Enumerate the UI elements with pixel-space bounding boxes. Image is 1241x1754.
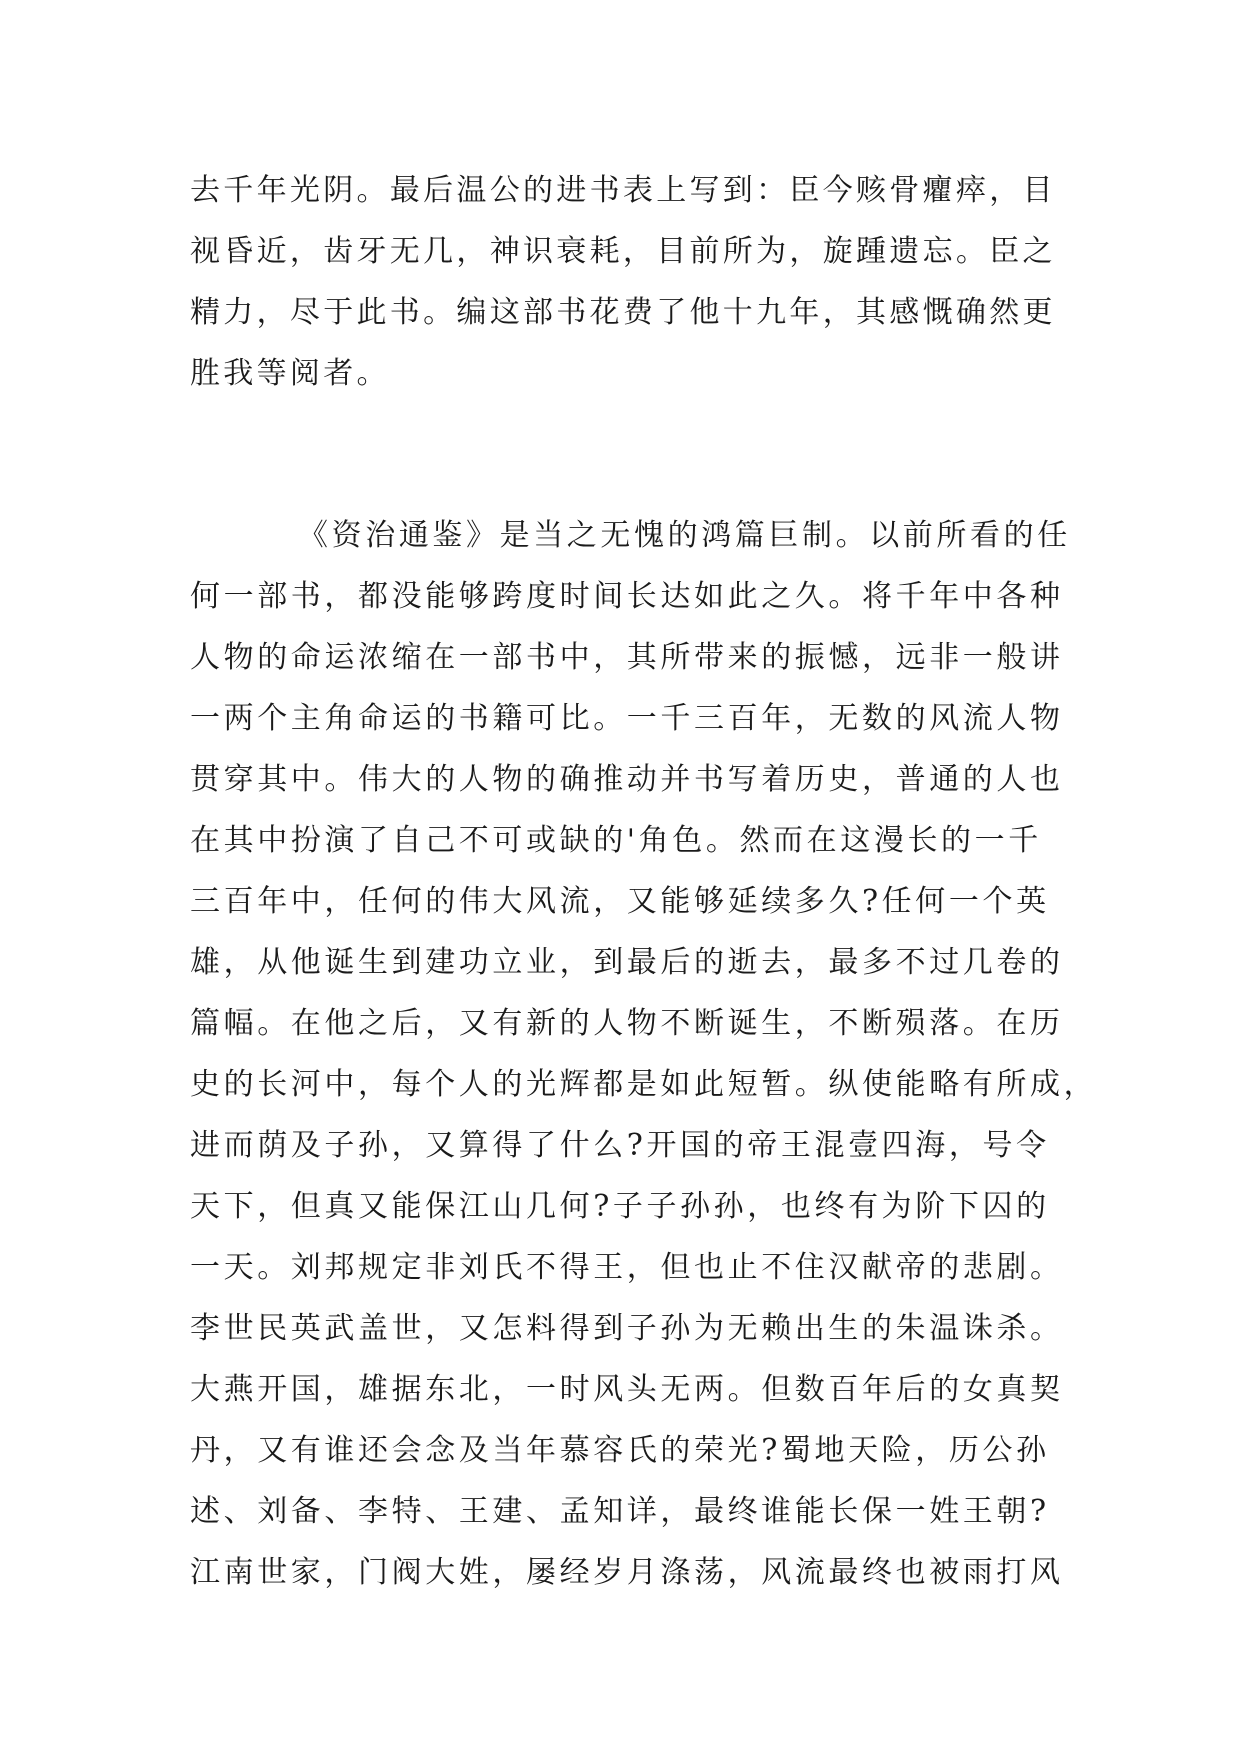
- text-line: 丹，又有谁还会念及当年慕容氏的荣光?蜀地天险，历公孙: [190, 1433, 1050, 1468]
- text-line: 一天。刘邦规定非刘氏不得王，但也止不住汉献帝的悲剧。: [190, 1250, 1064, 1285]
- text-line: 胜我等阅者。: [190, 356, 390, 391]
- text-line: 《资治通鉴》是当之无愧的鸿篇巨制。以前所看的任: [298, 518, 1071, 553]
- text-line: 一两个主角命运的书籍可比。一千三百年，无数的风流人物: [190, 701, 1064, 736]
- text-line: 天下，但真又能保江山几何?子子孙孙，也终有为阶下囚的: [190, 1189, 1050, 1224]
- text-line: 精力，尽于此书。编这部书花费了他十九年，其感慨确然更: [190, 295, 1056, 330]
- text-line: 人物的命运浓缩在一部书中，其所带来的振憾，远非一般讲: [190, 640, 1064, 675]
- text-line: 李世民英武盖世，又怎料得到子孙为无赖出生的朱温诛杀。: [190, 1311, 1064, 1346]
- text-line: 雄，从他诞生到建功立业，到最后的逝去，最多不过几卷的: [190, 945, 1064, 980]
- paragraph-1: [190, 160, 1056, 404]
- text-line: 在其中扮演了自己不可或缺的'角色。然而在这漫长的一千: [190, 823, 1042, 858]
- text-line: 去千年光阴。最后温公的进书表上写到：臣今赅骨癯瘁，目: [190, 173, 1056, 208]
- text-line: 何一部书，都没能够跨度时间长达如此之久。将千年中各种: [190, 579, 1064, 614]
- text-line: 贯穿其中。伟大的人物的确推动并书写着历史，普通的人也: [190, 762, 1064, 797]
- paragraph-2: [190, 505, 1098, 1603]
- text-line: 视昏近，齿牙无几，神识衰耗，目前所为，旋踵遗忘。臣之: [190, 234, 1056, 269]
- text-line: 史的长河中，每个人的光辉都是如此短暂。纵使能略有所成，: [190, 1067, 1098, 1102]
- text-line: 三百年中，任何的伟大风流，又能够延续多久?任何一个英: [190, 884, 1050, 919]
- text-line: 述、刘备、李特、王建、孟知详，最终谁能长保一姓王朝?: [190, 1494, 1050, 1529]
- text-line: 篇幅。在他之后，又有新的人物不断诞生，不断殒落。在历: [190, 1006, 1064, 1041]
- text-line: 大燕开国，雄据东北，一时风头无两。但数百年后的女真契: [190, 1372, 1064, 1407]
- text-line: 进而荫及子孙，又算得了什么?开国的帝王混壹四海，号令: [190, 1128, 1050, 1163]
- text-line: 江南世家，门阀大姓，屡经岁月涤荡，风流最终也被雨打风: [190, 1555, 1064, 1590]
